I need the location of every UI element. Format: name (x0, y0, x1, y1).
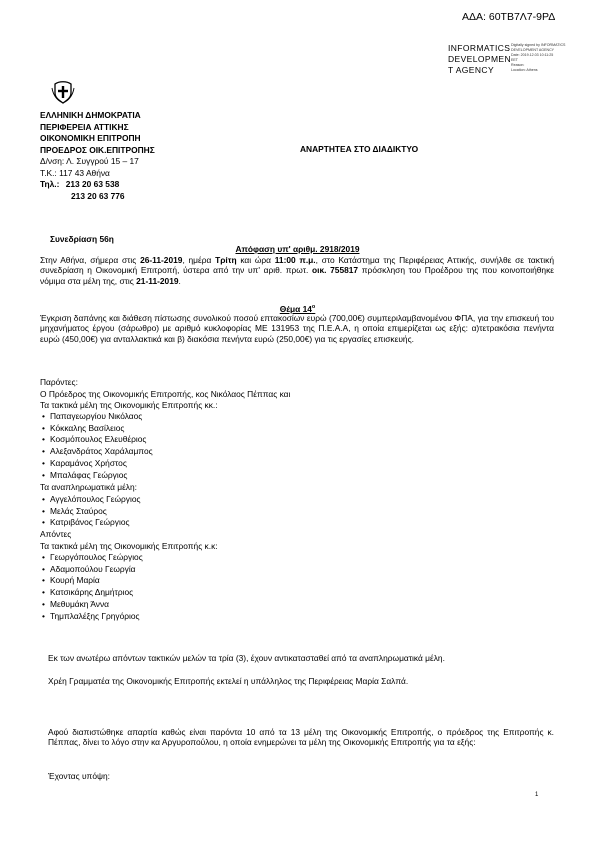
coat-of-arms-icon (51, 80, 75, 104)
list-item: • Κατριβάνος Γεώργιος (42, 517, 141, 529)
office-name: ΠΡΟΕΔΡΟΣ ΟΙΚ.ΕΠΙΤΡΟΠΗΣ (40, 144, 155, 155)
intro-text: Στην Αθήνα, σήμερα στις (40, 255, 141, 265)
list-item: • Τημπλαλέξης Γρηγόριος (42, 611, 143, 623)
list-item: • Κατσικάρης Δημήτριος (42, 587, 143, 599)
region-name: ΠΕΡΙΦΕΡΕΙΑ ΑΤΤΙΚΗΣ (40, 121, 129, 132)
present-regular-list (42, 411, 153, 481)
address: Δ/νση: Λ. Συγγρού 15 – 17 (40, 156, 139, 166)
regular-members-label: Τα τακτικά μέλη της Οικονομικής Επιτροπής κκ.: (40, 400, 218, 410)
list-item: • Αδαμοπούλου Γεωργία (42, 564, 143, 576)
country-name: ΕΛΛΗΝΙΚΗ ΔΗΜΟΚΡΑΤΙΑ (40, 110, 141, 120)
stamp-org-name (448, 43, 511, 76)
considering-label: Έχοντας υπόψη: (48, 771, 110, 781)
stamp-org-line: T AGENCY (448, 65, 495, 75)
stamp-detail: DEVELOPMENT AGENCY (511, 48, 555, 52)
present-label: Παρόντες: (40, 377, 78, 387)
list-item: • Μελάς Σταύρος (42, 506, 141, 518)
stamp-org-line: INFORMATICS (448, 43, 511, 53)
authority-header (40, 110, 155, 202)
invitation-ref: οικ. 755817 (312, 265, 359, 276)
absent-regular-list (42, 552, 143, 622)
stamp-fine-print (511, 43, 565, 73)
phone-line (40, 179, 155, 191)
topic-label-text: Θέμα 14 (279, 303, 312, 314)
decision-title: Απόφαση υπ' αριθμ. 2918/2019 (235, 244, 360, 254)
intro-text: . (178, 275, 181, 286)
chair-line: Ο Πρόεδρος της Οικονομικής Επιτροπής, κος Νικόλαος Πέππας και (40, 389, 291, 399)
list-item: • Παπαγεωργίου Νικόλαος (42, 411, 153, 423)
list-item: • Καραμάνος Χρήστος (42, 458, 153, 470)
intro-paragraph (40, 255, 554, 286)
publish-note: ΑΝΑΡΤΗΤΕΑ ΣΤΟ ΔΙΑΔΙΚΤΥΟ (300, 144, 419, 154)
list-item: • Κουρή Μαρία (42, 575, 143, 587)
intro-text: , ημέρα (182, 255, 216, 265)
page-number: 1 (535, 792, 539, 798)
list-item: • Γεωργόπουλος Γεώργιος (42, 552, 143, 564)
session-number: Συνεδρίαση 56η (50, 234, 114, 244)
absent-label: Απόντες (40, 529, 72, 539)
phone-number-2: 213 20 63 776 (71, 190, 125, 201)
replacement-note: Εκ των ανωτέρω απόντων τακτικών μελών τα τρία (3), έχουν αντικατασταθεί από τα αναπληρωματικά μέλη. (48, 653, 445, 663)
meeting-time: 11:00 π.μ. (274, 255, 316, 265)
absent-regular-label: Τα τακτικά μέλη της Οικονομικής Επιτροπής κ.κ: (40, 541, 218, 551)
meeting-day: Τρίτη (215, 255, 237, 265)
secretary-note: Χρέη Γραμματέα της Οικονομικής Επιτροπής εκτελεί η υπάλληλος της Περιφέρειας Μαρία Σαλπά. (48, 676, 409, 686)
invitation-date: 21-11-2019 (136, 275, 179, 286)
list-item: • Αλεξανδράτος Χαράλαμπος (42, 446, 153, 458)
list-item: • Μπαλάφας Γεώργιος (42, 470, 153, 482)
intro-text: , στο Κατάστημα της Περιφέρειας Αττικής, συνήλθε σε τακτική συνεδρίαση η Οικονομική Επιτροπή, ύστερα από την υπ' αριθ. πρωτ. (40, 255, 554, 276)
committee-name: ΟΙΚΟΝΟΜΙΚΗ ΕΠΙΤΡΟΠΗ (40, 133, 141, 143)
stamp-detail: Digitally signed by INFORMATICS (511, 43, 566, 47)
list-item: • Κοσμόπουλος Ελευθέριος (42, 434, 153, 446)
alternate-members-label: Τα αναπληρωματικά μέλη: (40, 482, 137, 492)
stamp-detail: Date: 2019.12.03 10:11:25 (511, 53, 554, 57)
postcode: Τ.Κ.: 117 43 Αθήνα (40, 167, 110, 178)
ada-number: ΑΔΑ: 60ΤΒ7Λ7-9ΡΔ (462, 11, 556, 23)
stamp-detail: EET (511, 58, 518, 62)
topic-text: Έγκριση δαπάνης και διάθεση πίστωσης συνολικού ποσού επτακοσίων ευρώ (700,00€) συμπεριλαμβανομένου ΦΠΑ, για την επισκευή του μηχανήματος έργου (σάρωθρο) με αριθμό κυκλοφορίας ΜΕ 131953 της Π.Ε.Α.Α, η οποία επιμερίζεται ως εξής: α)τετρακόσια πενήντα ευρώ (450,00€) για ανταλλακτικά και β) διακόσια πενήντα ευρώ (250,00€) για τις εργασίες επισκευής. (40, 313, 554, 344)
topic-label-sup: ο (311, 304, 316, 310)
present-alternate-list (42, 494, 141, 529)
intro-text: και ώρα (236, 255, 275, 265)
stamp-detail: Location: Athens (511, 68, 538, 72)
list-item: • Κόκκαλης Βασίλειος (42, 423, 153, 435)
phone-number: 213 20 63 538 (65, 179, 120, 189)
stamp-detail: Reason: (511, 63, 525, 67)
list-item: • Μεθυμάκη Άννα (42, 599, 143, 611)
quorum-paragraph: Αφού διαπιστώθηκε απαρτία καθώς είναι παρόντα 10 από τα 13 μέλη της Οικονομικής Επιτροπής, ο πρόεδρος της Επιτροπής κ. Πέππας, δίνει το λόγο στην κα Αργυροπούλου, η οποία ενημερώνει τα μέλη της Οικονομικής Επιτροπής για τα εξής: (48, 727, 554, 748)
stamp-org-line: DEVELOPMEN (448, 54, 512, 64)
phone-label: Τηλ.: (40, 179, 60, 189)
meeting-date: 26-11-2019 (140, 255, 183, 265)
list-item: • Αγγελόπουλος Γεώργιος (42, 494, 141, 506)
intro-text: πρόσκληση του Προέδρου της που κοινοποιήθηκε νόμιμα στα μέλη της, στις (40, 265, 554, 286)
